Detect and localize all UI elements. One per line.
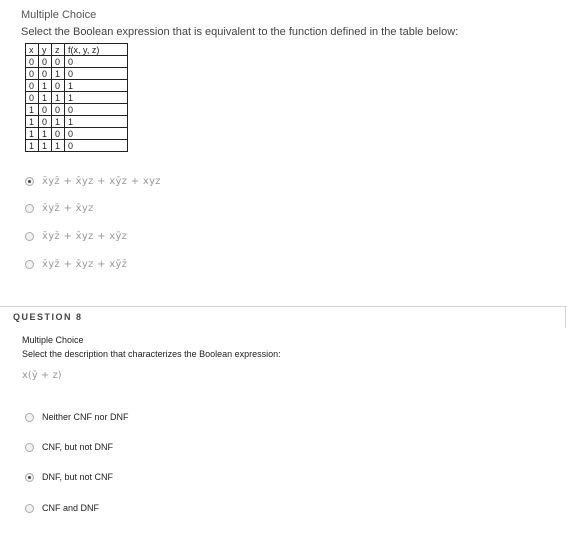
table-row xyxy=(26,140,128,152)
truth-table xyxy=(25,43,128,152)
q7-option-2-label: x̄yz̄ + x̄yz xyxy=(42,203,94,214)
q8-expression: x(ȳ + z) xyxy=(22,370,62,381)
cell-f: 0 xyxy=(65,140,128,152)
table-row xyxy=(26,116,128,128)
table-row xyxy=(26,80,128,92)
table-row xyxy=(26,68,128,80)
q7-option-2[interactable] xyxy=(25,203,94,214)
cell-f: 0 xyxy=(65,128,128,140)
cell-z: 1 xyxy=(52,68,65,80)
cell-f: 1 xyxy=(65,116,128,128)
radio-unselected-icon[interactable] xyxy=(25,504,34,513)
table-row xyxy=(26,92,128,104)
truth-table-header xyxy=(26,44,128,56)
q7-type-label: Multiple Choice xyxy=(21,9,97,21)
cell-y: 1 xyxy=(39,140,52,152)
cell-y: 0 xyxy=(39,104,52,116)
cell-f: 0 xyxy=(65,56,128,68)
q8-option-4-label: CNF and DNF xyxy=(42,503,100,513)
cell-y: 0 xyxy=(39,56,52,68)
cell-z: 1 xyxy=(52,116,65,128)
cell-f: 0 xyxy=(65,68,128,80)
table-row xyxy=(26,56,128,68)
radio-unselected-icon[interactable] xyxy=(25,204,34,213)
cell-x: 0 xyxy=(26,68,39,80)
header-f: f(x, y, z) xyxy=(65,44,128,56)
header-z: z xyxy=(52,44,65,56)
table-row xyxy=(26,104,128,116)
cell-z: 1 xyxy=(52,140,65,152)
q7-option-4-label: x̄yz̄ + x̄yz + xȳz̄ xyxy=(42,259,128,270)
section-divider xyxy=(0,306,567,307)
cell-y: 0 xyxy=(39,68,52,80)
cell-x: 1 xyxy=(26,116,39,128)
q8-option-4[interactable] xyxy=(25,503,99,513)
q8-option-1-label: Neither CNF nor DNF xyxy=(42,412,129,422)
cell-z: 0 xyxy=(52,56,65,68)
q7-option-3[interactable] xyxy=(25,231,127,242)
cell-x: 0 xyxy=(26,92,39,104)
cell-x: 1 xyxy=(26,104,39,116)
cell-f: 1 xyxy=(65,92,128,104)
cell-x: 0 xyxy=(26,56,39,68)
q7-prompt: Select the Boolean expression that is equivalent to the function defined in the table below: xyxy=(21,26,459,38)
header-x: x xyxy=(26,44,39,56)
cell-x: 0 xyxy=(26,80,39,92)
q8-type-label: Multiple Choice xyxy=(22,335,84,345)
question-8-header: QUESTION 8 xyxy=(13,312,83,322)
cell-y: 1 xyxy=(39,92,52,104)
radio-unselected-icon[interactable] xyxy=(25,260,34,269)
cell-y: 0 xyxy=(39,116,52,128)
q7-option-1[interactable] xyxy=(25,176,161,187)
q8-prompt: Select the description that characterizes the Boolean expression: xyxy=(22,349,281,359)
cell-z: 0 xyxy=(52,80,65,92)
section-divider-edge xyxy=(565,306,566,328)
radio-unselected-icon[interactable] xyxy=(25,232,34,241)
cell-y: 1 xyxy=(39,80,52,92)
radio-selected-icon[interactable] xyxy=(25,473,34,482)
cell-x: 1 xyxy=(26,128,39,140)
q7-option-3-label: x̄yz̄ + x̄yz + xȳz xyxy=(42,231,128,242)
q8-option-3-label: DNF, but not CNF xyxy=(42,472,114,482)
cell-f: 1 xyxy=(65,80,128,92)
radio-selected-icon[interactable] xyxy=(25,177,34,186)
q8-option-1[interactable] xyxy=(25,412,129,422)
cell-y: 1 xyxy=(39,128,52,140)
cell-x: 1 xyxy=(26,140,39,152)
q7-option-1-label: x̄yz̄ + x̄yz + xȳz + xyz xyxy=(42,176,161,187)
header-y: y xyxy=(39,44,52,56)
q7-option-4[interactable] xyxy=(25,259,127,270)
radio-unselected-icon[interactable] xyxy=(25,443,34,452)
q8-option-3[interactable] xyxy=(25,472,113,482)
table-row xyxy=(26,128,128,140)
radio-unselected-icon[interactable] xyxy=(25,413,34,422)
cell-z: 1 xyxy=(52,92,65,104)
q8-option-2[interactable] xyxy=(25,442,113,452)
cell-f: 0 xyxy=(65,104,128,116)
q8-option-2-label: CNF, but not DNF xyxy=(42,442,114,452)
cell-z: 0 xyxy=(52,128,65,140)
cell-z: 0 xyxy=(52,104,65,116)
